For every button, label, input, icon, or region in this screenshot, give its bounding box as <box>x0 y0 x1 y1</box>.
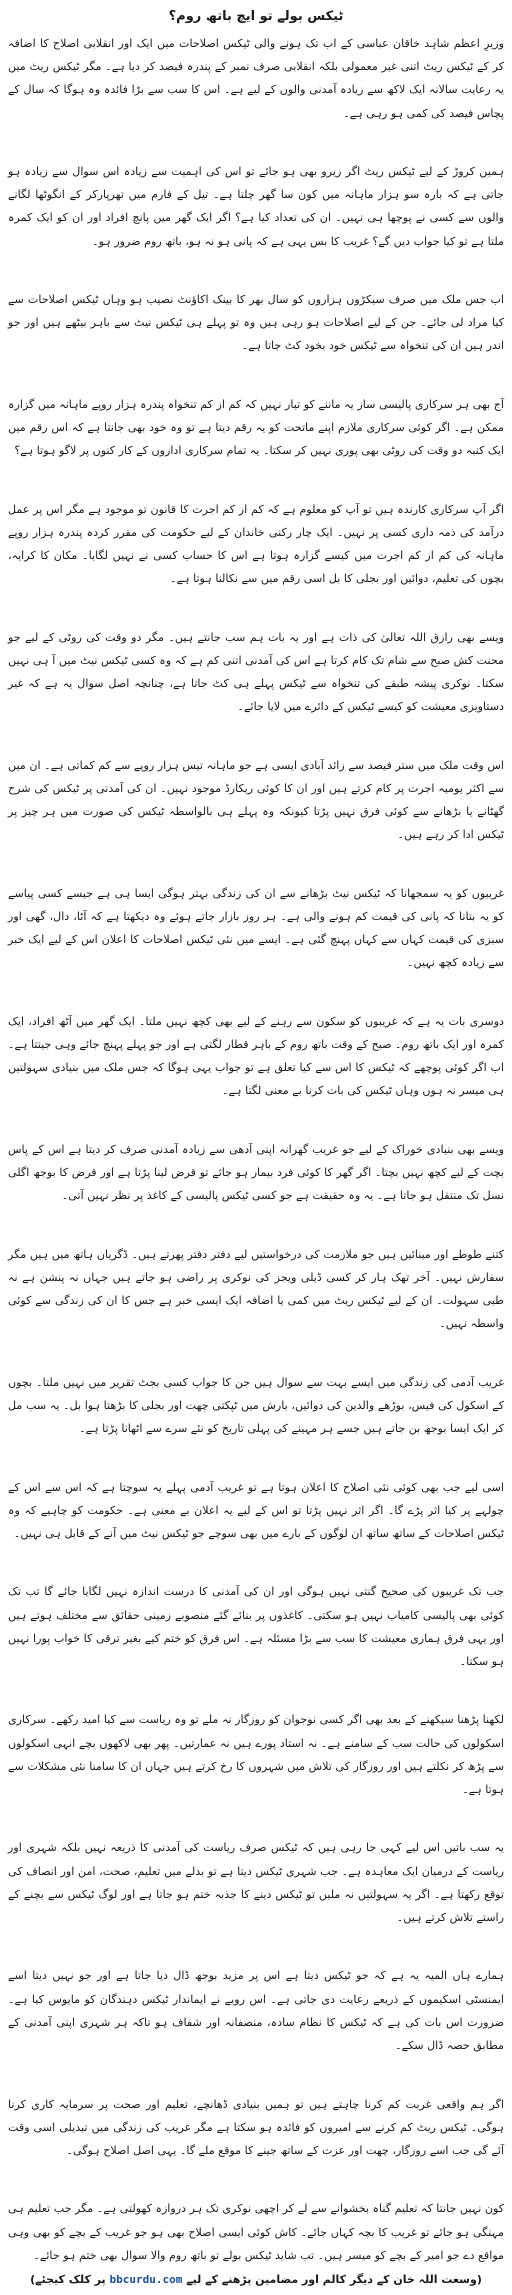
credit-text: (وسعت اللہ خان کے دیگر کالم اور مضامین پڑھنے کے لیے <box>186 2273 482 2286</box>
article-paragraph: ویسے بھی رازق اللہ تعالیٰ کی ذات ہے اور یہ بات ہم سب جانتے ہیں۔ مگر دو وقت کی روٹی کے لیے جو محنت کش صبح سے شام تک کام کرتا ہے اس کی آمدنی اتنی کم ہے کہ وہ کسی ٹیکس نیٹ میں آ ہی نہیں سکتا۔ نوکری پیشہ طبقے کی تنخواہ سے ٹیکس پہلے ہی کٹ جاتا ہے، چنانچہ اصل سوال یہ ہے کہ غیر دستاویزی معیشت کو کیسے ٹیکس کے دائرے میں لایا جائے۔ <box>8 630 504 714</box>
article-paragraph: ہمارے ہاں المیہ یہ ہے کہ جو ٹیکس دیتا ہے اس پر مزید بوجھ ڈال دیا جاتا ہے اور جو نہیں دیتا اسے ایمنسٹی اسکیموں کے ذریعے رعایت دی جاتی ہے۔ اس رویے نے ایماندار ٹیکس دہندگان کو مایوس کیا ہے۔ ضرورت اس بات کی ہے کہ ٹیکس کا نظام سادہ، منصفانہ اور شفاف ہو تاکہ ہر شہری اپنی آمدنی کے مطابق حصہ ڈال سکے۔ <box>8 1969 504 2053</box>
article-paragraph: جب تک غریبوں کی صحیح گنتی نہیں ہوگی اور ان کی آمدنی کا درست اندازہ نہیں لگایا جائے گا تب تک کوئی بھی پالیسی کامیاب نہیں ہو سکتی۔ کاغذوں پر بنائے گئے منصوبے زمینی حقائق سے مختلف ہوتے ہیں اور یہی فرق ہماری معیشت کا سب سے بڑا مسئلہ ہے۔ اس فرق کو ختم کیے بغیر ترقی کا خواب پورا نہیں ہو سکتا۔ <box>8 1585 504 1668</box>
article-paragraph: دوسری بات یہ ہے کہ غریبوں کو سکون سے رہنے کے لیے بھی کچھ نہیں ملتا۔ ایک گھر میں آٹھ افراد، ایک کمرہ اور ایک باتھ روم۔ صبح کے وقت باتھ روم کے باہر قطار لگتی ہے اور جو پہلے پہنچ جائے وہی جیتتا ہے۔ اب اگر کوئی پوچھے کہ ٹیکس کا اس سے کیا تعلق ہے تو جواب یہی ہوگا کہ جس ملک میں بنیادی سہولتیں ہی میسر نہ ہوں وہاں ٹیکس کی بات کرنا بے معنی لگتا ہے۔ <box>8 1014 504 1098</box>
article-paragraph: اگر آپ سرکاری کارندہ ہیں تو آپ کو معلوم ہے کہ کم از کم اجرت کا قانون تو موجود ہے مگر اس پر عمل درآمد کی ذمہ داری کسی پر نہیں۔ ایک چار رکنی خاندان کے لیے حکومت کی مقرر کردہ پندرہ ہزار روپے ماہانہ کی کم از کم اجرت میں کیسے گزارہ ہوتا ہے اس کا حساب کسی نے نہیں لگایا۔ مکان کا کرایہ، بچوں کی تعلیم، دوائیں اور بجلی کا بل اسی رقم میں سے نکالنا ہوتا ہے۔ <box>8 502 504 586</box>
article-paragraph: ہمیں کروڑ کے لیے ٹیکس ریٹ اگر زیرو بھی ہو جائے تو اس کی اہمیت سے زیادہ اس سوال سے زیادہ ہو جاتی ہے کہ بارہ سو ہزار ماہانہ میں کون سا گھر چلتا ہے۔ تیل کے فارم میں تھرپارکر کے انگوٹھا لگانے والوں سے کسی نے پوچھا ہی نہیں۔ ان کی تعداد کیا ہے؟ اگر ایک گھر میں پانچ افراد اور ان کو ایک کمرہ ملتا ہے تو کیا جواب دیں گے؟ غریب کا بس یہی ہے کہ پانی ہو نہ ہو، باتھ روم ضرور ہو۔ <box>8 165 504 248</box>
article-paragraph: اب جس ملک میں صرف سیکڑوں ہزاروں کو سال بھر کا بینک اکاؤنٹ نصیب ہو وہاں ٹیکس اصلاحات سے کیا مراد لی جائے۔ جن کے لیے اصلاحات ہو رہی ہیں وہ تو پہلے ہی ٹیکس نیٹ سے باہر بیٹھے ہیں اور جو اندر ہیں ان کی تنخواہ سے ٹیکس خود بخود کٹ جاتا ہے۔ <box>8 293 504 353</box>
article-paragraph: یہ سب باتیں اس لیے کہی جا رہی ہیں کہ ٹیکس صرف ریاست کی آمدنی کا ذریعہ نہیں بلکہ شہری اور ریاست کے درمیان ایک معاہدہ ہے۔ جب شہری ٹیکس دیتا ہے تو بدلے میں تعلیم، صحت، امن اور انصاف کی توقع رکھتا ہے۔ اگر یہ سہولتیں نہ ملیں تو ٹیکس دینے کا جذبہ ختم ہو جاتا ہے اور لوگ ٹیکس سے بچنے کے راستے تلاش کرتے ہیں۔ <box>8 1841 504 1925</box>
article-paragraph: اسی لیے جب بھی کوئی نئی اصلاح کا اعلان ہوتا ہے تو غریب آدمی پہلے یہ سوچتا ہے کہ اس سے اس کے چولہے پر کیا اثر پڑے گا۔ اگر اثر نہیں پڑتا تو اس کے لیے یہ اعلان بے معنی ہے۔ حکومت کو چاہیے کہ وہ ٹیکس اصلاحات کے ساتھ ساتھ ان لوگوں کے بارے میں بھی سوچے جو ٹیکس نیٹ میں آنے کے قابل ہی نہیں۔ <box>8 1480 504 1540</box>
credit-link[interactable]: bbcurdu.com <box>109 2273 183 2286</box>
article-body <box>8 32 504 2267</box>
article-paragraph: آج بھی ہر سرکاری پالیسی ساز یہ ماننے کو تیار نہیں کہ کم از کم تنخواہ پندرہ ہزار روپے ماہانہ میں گزارہ ممکن ہے۔ اگر کوئی سرکاری ملازم اپنے ماتحت کو یہ رقم دیتا ہے تو وہ خود بھی جانتا ہے کہ اس رقم میں ایک کنبہ دو وقت کی روٹی بھی پوری نہیں کر سکتا۔ یہ تمام سرکاری اداروں کے کار کنوں پر لاگو ہوتا ہے؟ <box>8 397 504 458</box>
article-credit <box>8 2271 504 2289</box>
article-paragraph: اس وقت ملک میں ستر فیصد سے زائد آبادی ایسی ہے جو ماہانہ تیس ہزار روپے سے کم کماتی ہے۔ ان میں سے اکثر یومیہ اجرت پر کام کرتے ہیں اور ان کا کوئی ریکارڈ موجود نہیں۔ ان کی آمدنی پر ٹیکس کی شرح گھٹانے یا بڑھانے سے کوئی فرق نہیں پڑتا کیونکہ وہ پہلے ہی بالواسطہ ٹیکس کی صورت میں ہر چیز پر ٹیکس ادا کر رہے ہیں۔ <box>8 758 504 842</box>
article-paragraph: اگر ہم واقعی غربت کم کرنا چاہتے ہیں تو ہمیں بنیادی ڈھانچے، تعلیم اور صحت پر سرمایہ کاری کرنا ہوگی۔ ٹیکس ریٹ کم کرنے سے امیروں کو فائدہ ہو سکتا ہے مگر غریب کی زندگی میں تبدیلی اسی وقت آئے گی جب اسے روزگار، چھت اور عزت کے ساتھ جینے کا موقع ملے گا۔ یہی اصل اصلاح ہوگی۔ <box>8 2097 504 2157</box>
article-paragraph: لکھنا پڑھنا سیکھنے کے بعد بھی اگر کسی نوجوان کو روزگار نہ ملے تو وہ ریاست سے کیا امید رکھے۔ سرکاری اسکولوں کی حالت سب کے سامنے ہے۔ نہ استاد پورے ہیں نہ عمارتیں۔ پھر بھی لاکھوں بچے انہی اسکولوں سے پڑھ کر نکلتے ہیں اور روزگار کی تلاش میں شہروں کا رخ کرتے ہیں جہاں ان کا سامنا نئی مشکلات سے ہوتا ہے۔ <box>8 1713 504 1797</box>
credit-suffix: پر کلک کیجئے) <box>30 2273 106 2286</box>
article-paragraph: غریبوں کو یہ سمجھانا کہ ٹیکس نیٹ بڑھانے سے ان کی زندگی بہتر ہوگی ایسا ہی ہے جیسے کسی پیاسے کو یہ بتانا کہ پانی کی قیمت کم ہونے والی ہے۔ ہر روز بازار جاتے ہوئے وہ دیکھتا ہے کہ آٹا، دال، گھی اور سبزی کی قیمت کہاں سے کہاں پہنچ گئی ہے۔ ایسے میں نئی ٹیکس اصلاحات کا اعلان اس کے لیے ایک خبر سے زیادہ کچھ نہیں۔ <box>8 886 504 970</box>
article-paragraph: غریب آدمی کی زندگی میں ایسے بہت سے سوال ہیں جن کا جواب کسی بجٹ تقریر میں نہیں ملتا۔ بچوں کے اسکول کی فیس، بوڑھے والدین کی دوائیں، بارش میں ٹپکتی چھت اور بجلی کا بڑھتا ہوا بل۔ یہ سب مل کر ایک ایسا بوجھ بن جاتے ہیں جسے ہر مہینے کی پہلی تاریخ کو نئے سرے سے اٹھانا پڑتا ہے۔ <box>8 1375 504 1436</box>
article-title: ٹیکس بولے تو ایچ باتھ روم؟ <box>168 9 344 24</box>
article-paragraph: ویسے بھی بنیادی خوراک کے لیے جو غریب گھرانہ اپنی آدھی سے زیادہ آمدنی صرف کر دیتا ہے اس کے پاس بچت کے لیے کچھ نہیں بچتا۔ اگر گھر کا کوئی فرد بیمار ہو جائے تو قرض لینا پڑتا ہے اور قرض کا بوجھ اگلی نسل تک منتقل ہو جاتا ہے۔ یہ وہ حقیقت ہے جو کسی ٹیکس پالیسی کے کاغذ پر نظر نہیں آتی۔ <box>8 1142 504 1203</box>
article-paragraph: کون نہیں جانتا کہ تعلیم گناہ بخشوانے سے لے کر اچھی نوکری تک ہر دروازہ کھولتی ہے۔ مگر جب تعلیم ہی مہنگی ہو جائے تو غریب کا بچہ کہاں جائے۔ کاش کوئی ایسی اصلاح بھی ہو جو غریب کے بچے کو بھی وہی مواقع دے جو امیر کے بچے کو میسر ہیں۔ تب شاید ٹیکس بولے تو باتھ روم والا سوال بھی ختم ہو جائے۔ <box>8 2202 504 2262</box>
article-paragraph: وزیرِ اعظم شاہد خاقان عباسی کے اب تک ہونے والی ٹیکس اصلاحات میں ایک اور انقلابی اصلاح کا اضافہ کر کے ٹیکس ریٹ اتنی غیر معمولی بلکہ انقلابی صرف نمبر کے پندرہ فیصد کر دیا ہے۔ مگر ٹیکس ریٹ میں یہ رعایت سالانہ ایک لاکھ سے زیادہ آمدنی والوں کے لیے ہے۔ اس کا سب سے بڑا فائدہ وہ ہوگا کہ سال کے پچاس فیصد کی کمی ہو رہی ہے۔ <box>8 37 504 120</box>
article-paragraph: کتنے طوطے اور مینائیں ہیں جو ملازمت کی درخواستیں لیے دفتر دفتر پھرتے ہیں۔ ڈگریاں ہاتھ میں ہیں مگر سفارش نہیں۔ آخر تھک ہار کر کسی ڈیلی ویجز کی نوکری پر راضی ہو جاتے ہیں جہاں نہ پنشن ہے نہ طبی سہولت۔ ان کے لیے ٹیکس ریٹ میں کمی یا اضافہ ایک ایسی خبر ہے جس کا ان کی زندگی سے کوئی واسطہ نہیں۔ <box>8 1247 504 1331</box>
